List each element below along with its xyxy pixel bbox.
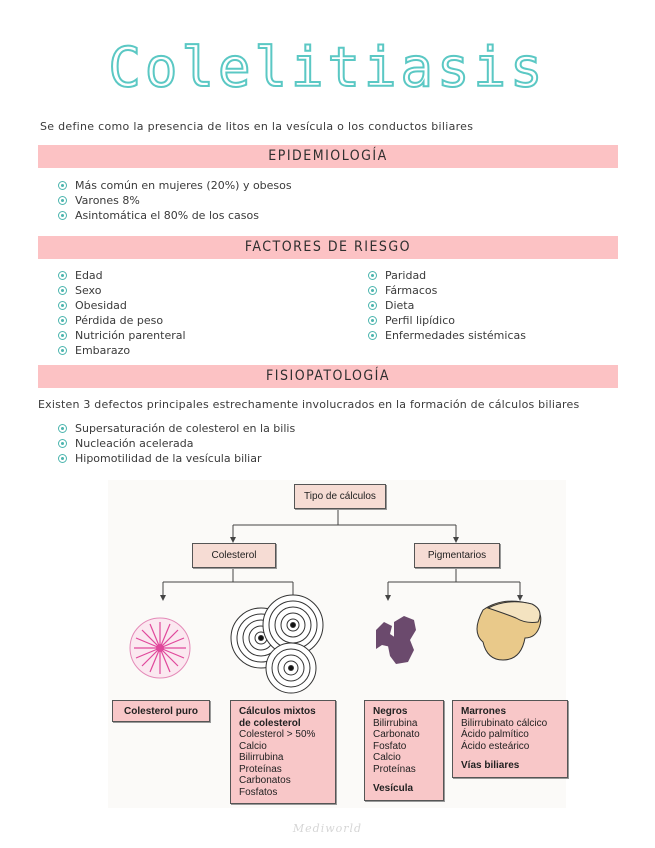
list-item: Pérdida de peso (58, 313, 186, 328)
negros-location: Vesícula (373, 783, 414, 794)
footer-watermark: Mediworld (292, 822, 363, 835)
intro-text: Se define como la presencia de litos en la vesícula o los conductos biliares (40, 120, 474, 133)
negros-line: Calcio (373, 752, 401, 763)
bullet-icon (58, 439, 67, 448)
negros-title: Negros (373, 706, 408, 717)
bullet-icon (58, 454, 67, 463)
list-item: Enfermedades sistémicas (368, 328, 526, 343)
bullet-icon (58, 424, 67, 433)
fisiopatologia-list (58, 421, 295, 466)
list-item: Nucleación acelerada (58, 436, 295, 451)
mixtos-line: Calcio (239, 740, 267, 752)
marrones-line: Ácido esteárico (461, 740, 530, 752)
list-item: Perfil lipídico (368, 313, 526, 328)
bullet-icon (58, 286, 67, 295)
bullet-icon (58, 196, 67, 205)
marrones-line: Ácido palmítico (461, 729, 529, 740)
mixtos-title-2: de colesterol (239, 717, 301, 729)
list-item: Varones 8% (58, 193, 292, 208)
diagram-negros-box (364, 700, 444, 801)
bullet-icon (58, 346, 67, 355)
bullet-icon (58, 301, 67, 310)
section-heading-fisiopatologia: FISIOPATOLOGÍA (38, 365, 618, 388)
mixtos-line: Bilirrubina (239, 752, 284, 763)
mixtos-line: Colesterol > 50% (239, 729, 316, 740)
marrones-title: Marrones (461, 706, 507, 717)
negros-line: Carbonato (373, 729, 420, 740)
bullet-icon (368, 286, 377, 295)
bullet-icon (58, 211, 67, 220)
list-item: Fármacos (368, 283, 526, 298)
mixtos-line: Fosfatos (239, 786, 278, 798)
bullet-icon (58, 181, 67, 190)
mixed-stones-icon (231, 595, 323, 693)
negros-line: Proteínas (373, 763, 416, 775)
diagram-marrones-box (452, 700, 568, 778)
epidemiologia-list (58, 178, 292, 223)
black-stones-icon (376, 616, 416, 664)
bullet-icon (58, 331, 67, 340)
list-item: Nutrición parenteral (58, 328, 186, 343)
bullet-icon (368, 331, 377, 340)
section-heading-epidemiologia: EPIDEMIOLOGÍA (38, 145, 618, 168)
diagram-mixtos-box (230, 700, 336, 804)
list-item: Hipomotilidad de la vesícula biliar (58, 451, 295, 466)
list-item: Embarazo (58, 343, 186, 358)
factores-list-left (58, 268, 186, 358)
mixtos-title-1: Cálculos mixtos (239, 706, 316, 717)
diagram-root-box: Tipo de cálculos (294, 484, 386, 509)
list-item: Dieta (368, 298, 526, 313)
factores-list-right (368, 268, 526, 343)
list-item: Más común en mujeres (20%) y obesos (58, 178, 292, 193)
mixtos-line: Carbonatos (239, 775, 291, 786)
negros-line: Fosfato (373, 740, 407, 752)
marrones-line: Bilirrubinato cálcico (461, 717, 548, 729)
brown-stones-icon (477, 601, 541, 660)
bullet-icon (368, 316, 377, 325)
list-item: Sexo (58, 283, 186, 298)
diagram-pigmentarios-box: Pigmentarios (414, 543, 500, 568)
stone-types-diagram (108, 480, 566, 808)
list-item: Obesidad (58, 298, 186, 313)
negros-line: Bilirrubina (373, 717, 418, 729)
diagram-colesterol-box: Colesterol (192, 543, 276, 568)
page-title: Colelitiasis (108, 36, 547, 99)
fisiopatologia-sentence: Existen 3 defectos principales estrechamente involucrados en la formación de cálculos biliares (38, 398, 580, 411)
list-item: Asintomática el 80% de los casos (58, 208, 292, 223)
cholesterol-stone-icon (130, 618, 190, 678)
marrones-location: Vías biliares (461, 760, 520, 771)
bullet-icon (58, 316, 67, 325)
section-heading-factores: FACTORES DE RIESGO (38, 236, 618, 259)
bullet-icon (58, 271, 67, 280)
list-item: Paridad (368, 268, 526, 283)
diagram-puro-box: Colesterol puro (112, 700, 210, 722)
bullet-icon (368, 301, 377, 310)
list-item: Edad (58, 268, 186, 283)
list-item: Supersaturación de colesterol en la bilis (58, 421, 295, 436)
mixtos-line: Proteínas (239, 763, 282, 775)
bullet-icon (368, 271, 377, 280)
